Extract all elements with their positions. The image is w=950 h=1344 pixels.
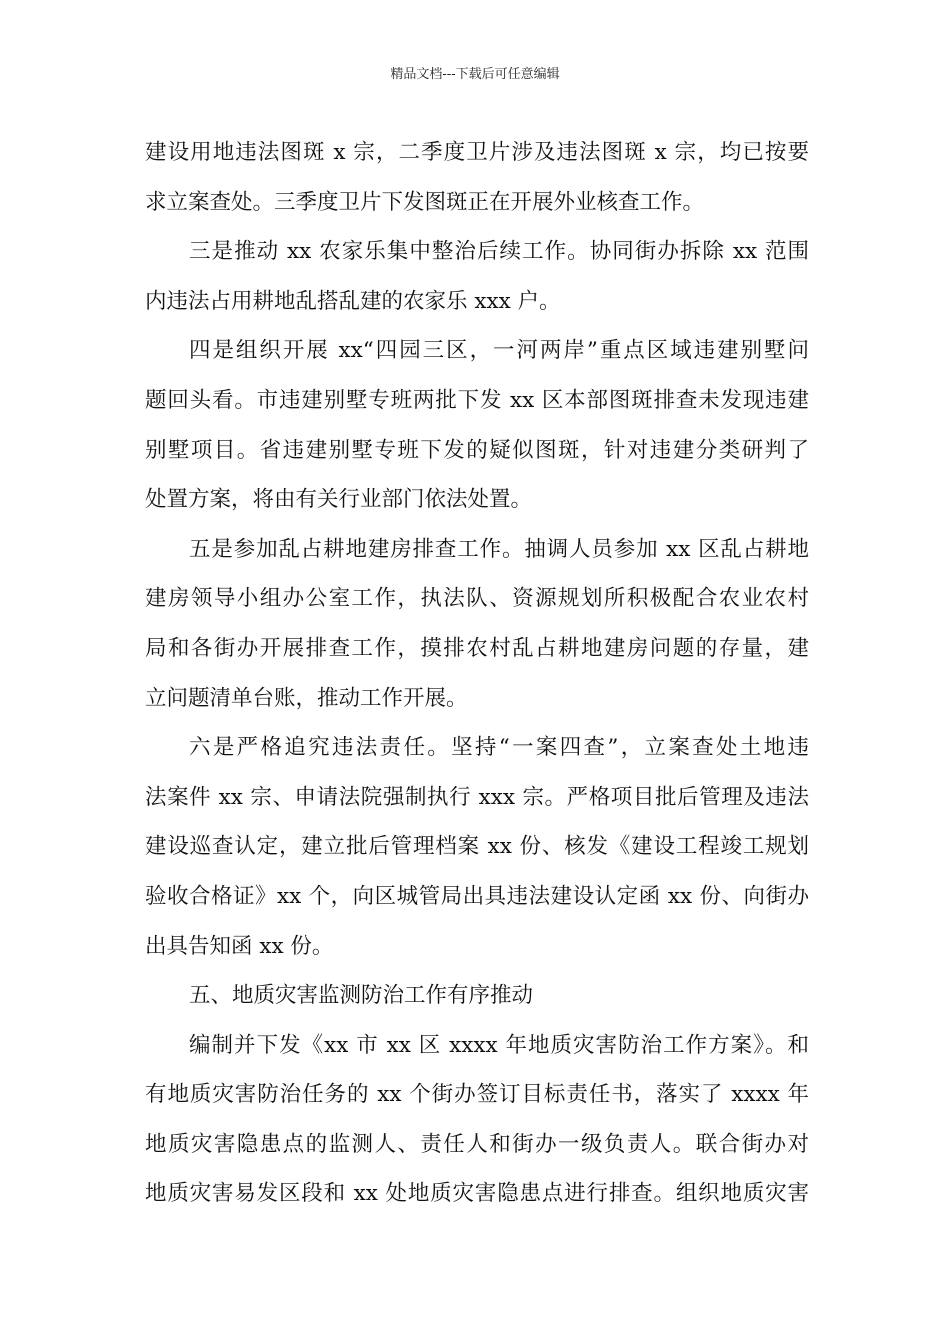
- paragraph-line: 处置方案，将由有关行业部门依法处置。: [145, 487, 533, 513]
- paragraph-2: [145, 227, 809, 326]
- paragraph-line: 四是组织开展 xx“四园三区，一河两岸”重点区域违建别墅问: [189, 338, 809, 364]
- document-body: [145, 128, 809, 1219]
- paragraph-1: [145, 128, 809, 227]
- paragraph-line: 建设巡查认定，建立批后管理档案 xx 份、核发《建设工程竣工规划: [145, 834, 809, 860]
- paragraph-3: [145, 326, 809, 524]
- paragraph-4: [145, 525, 809, 723]
- paragraph-6: [145, 1021, 809, 1219]
- paragraph-line: 内违法占用耕地乱搭乱建的农家乐 xxx 户。: [145, 288, 561, 314]
- paragraph-line: 别墅项目。省违建别墅专班下发的疑似图斑，针对违建分类研判了: [145, 437, 809, 463]
- paragraph-line: 五是参加乱占耕地建房排查工作。抽调人员参加 xx 区乱占耕地: [189, 536, 809, 562]
- paragraph-5: [145, 723, 809, 971]
- paragraph-line: 三是推动 xx 农家乐集中整治后续工作。协同街办拆除 xx 范围: [189, 239, 809, 265]
- paragraph-line: 立问题清单台账，推动工作开展。: [145, 685, 468, 711]
- section-heading-text: 五、地质灾害监测防治工作有序推动: [189, 983, 534, 1009]
- paragraph-line: 建房领导小组办公室工作，执法队、资源规划所积极配合农业农村: [145, 586, 809, 612]
- paragraph-line: 出具告知函 xx 份。: [145, 933, 334, 959]
- paragraph-line: 地质灾害隐患点的监测人、责任人和街办一级负责人。联合街办对: [145, 1131, 809, 1157]
- paragraph-line: 法案件 xx 宗、申请法院强制执行 xxx 宗。严格项目批后管理及违法: [145, 784, 809, 810]
- page-header: 精品文档---下载后可任意编辑: [390, 67, 560, 82]
- paragraph-line: 有地质灾害防治任务的 xx 个街办签订目标责任书，落实了 xxxx 年: [145, 1082, 809, 1108]
- paragraph-line: 六是严格追究违法责任。坚持“一案四查”，立案查处土地违: [189, 735, 809, 761]
- paragraph-line: 建设用地违法图斑 x 宗，二季度卫片涉及违法图斑 x 宗，均已按要: [145, 140, 809, 165]
- paragraph-line: 验收合格证》xx 个，向区城管局出具违法建设认定函 xx 份、向街办: [145, 883, 809, 909]
- paragraph-line: 局和各街办开展排查工作，摸排农村乱占耕地建房问题的存量，建: [145, 635, 809, 661]
- paragraph-line: 编制并下发《xx 市 xx 区 xxxx 年地质灾害防治工作方案》。和: [189, 1032, 809, 1058]
- paragraph-line: 题回头看。市违建别墅专班两批下发 xx 区本部图斑排查未发现违建: [145, 387, 809, 413]
- section-heading: [145, 971, 809, 1021]
- paragraph-line: 求立案查处。三季度卫片下发图斑正在开展外业核查工作。: [145, 189, 705, 215]
- paragraph-line: 地质灾害易发区段和 xx 处地质灾害隐患点进行排查。组织地质灾害: [145, 1181, 809, 1207]
